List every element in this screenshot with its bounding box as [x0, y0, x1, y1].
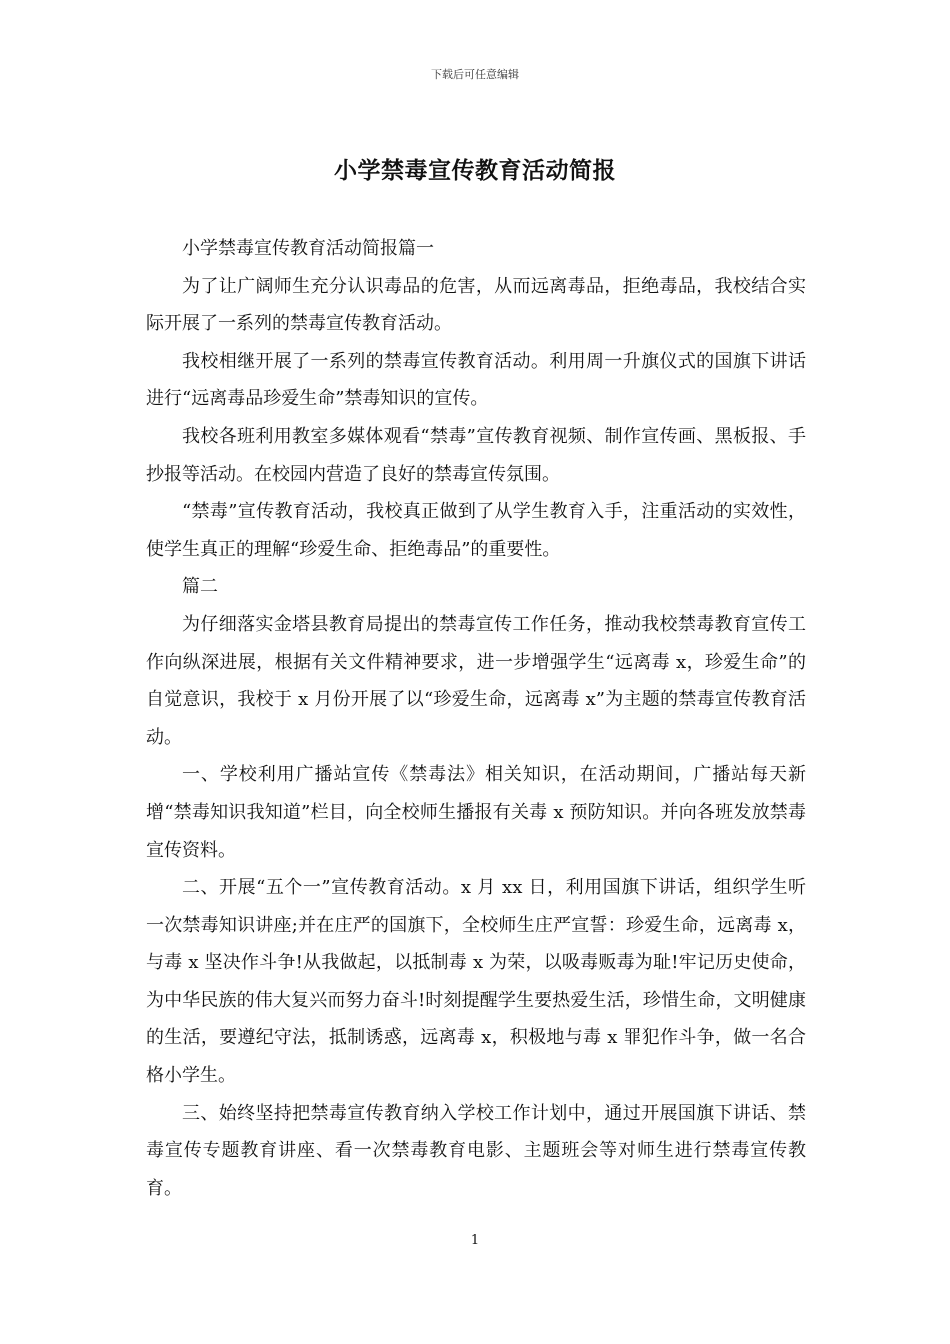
page-number: 1: [470, 1233, 480, 1248]
header-note: 下载后可任意编辑: [431, 68, 519, 81]
paragraph: 为仔细落实金塔县教育局提出的禁毒宣传工作任务，推动我校禁毒教育宣传工作向纵深进展，根据有关文件精神要求，进一步增强学生“远离毒 x，珍爱生命”的自觉意识，我校于 x 月份开展了以“珍爱生命，远离毒 x”为主题的禁毒宣传教育活动。: [146, 613, 806, 748]
paragraph: 为了让广阔师生充分认识毒品的危害，从而远离毒品，拒绝毒品，我校结合实际开展了一系列的禁毒宣传教育活动。: [146, 275, 806, 335]
paragraph: 我校相继开展了一系列的禁毒宣传教育活动。利用周一升旗仪式的国旗下讲话进行“远离毒品珍爱生命”禁毒知识的宣传。: [146, 350, 806, 410]
document-body: [146, 230, 806, 1207]
paragraph: “禁毒”宣传教育活动，我校真正做到了从学生教育入手，注重活动的实效性，使学生真正的理解“珍爱生命、拒绝毒品”的重要性。: [146, 501, 806, 560]
paragraph-subtitle-2: 篇二: [182, 576, 218, 598]
paragraph: 我校各班利用教室多媒体观看“禁毒”宣传教育视频、制作宣传画、黑板报、手抄报等活动。在校园内营造了良好的禁毒宣传氛围。: [146, 425, 806, 485]
paragraph: 一、学校利用广播站宣传《禁毒法》相关知识，在活动期间，广播站每天新增“禁毒知识我知道”栏目，向全校师生播报有关毒 x 预防知识。并向各班发放禁毒宣传资料。: [146, 764, 806, 861]
paragraph: 二、开展“五个一”宣传教育活动。x 月 xx 日，利用国旗下讲话，组织学生听一次禁毒知识讲座;并在庄严的国旗下，全校师生庄严宣誓：珍爱生命，远离毒 x，与毒 x 坚决作斗争!从我做起，以抵制毒 x 为荣，以吸毒贩毒为耻!牢记历史使命，为中华民族的伟大复兴而努力奋斗!时刻提醒学生要热爱生活，珍惜生命，文明健康的生活，要遵纪守法，抵制诱惑，远离毒 x，积极地与毒 x 罪犯作斗争，做一名合格小学生。: [146, 877, 806, 1087]
paragraph-subtitle-1: 小学禁毒宣传教育活动简报篇一: [182, 238, 434, 259]
document-title: 小学禁毒宣传教育活动简报: [334, 157, 616, 184]
paragraph: 三、始终坚持把禁毒宣传教育纳入学校工作计划中，通过开展国旗下讲话、禁毒宣传专题教育讲座、看一次禁毒教育电影、主题班会等对师生进行禁毒宣传教育。: [146, 1102, 806, 1199]
